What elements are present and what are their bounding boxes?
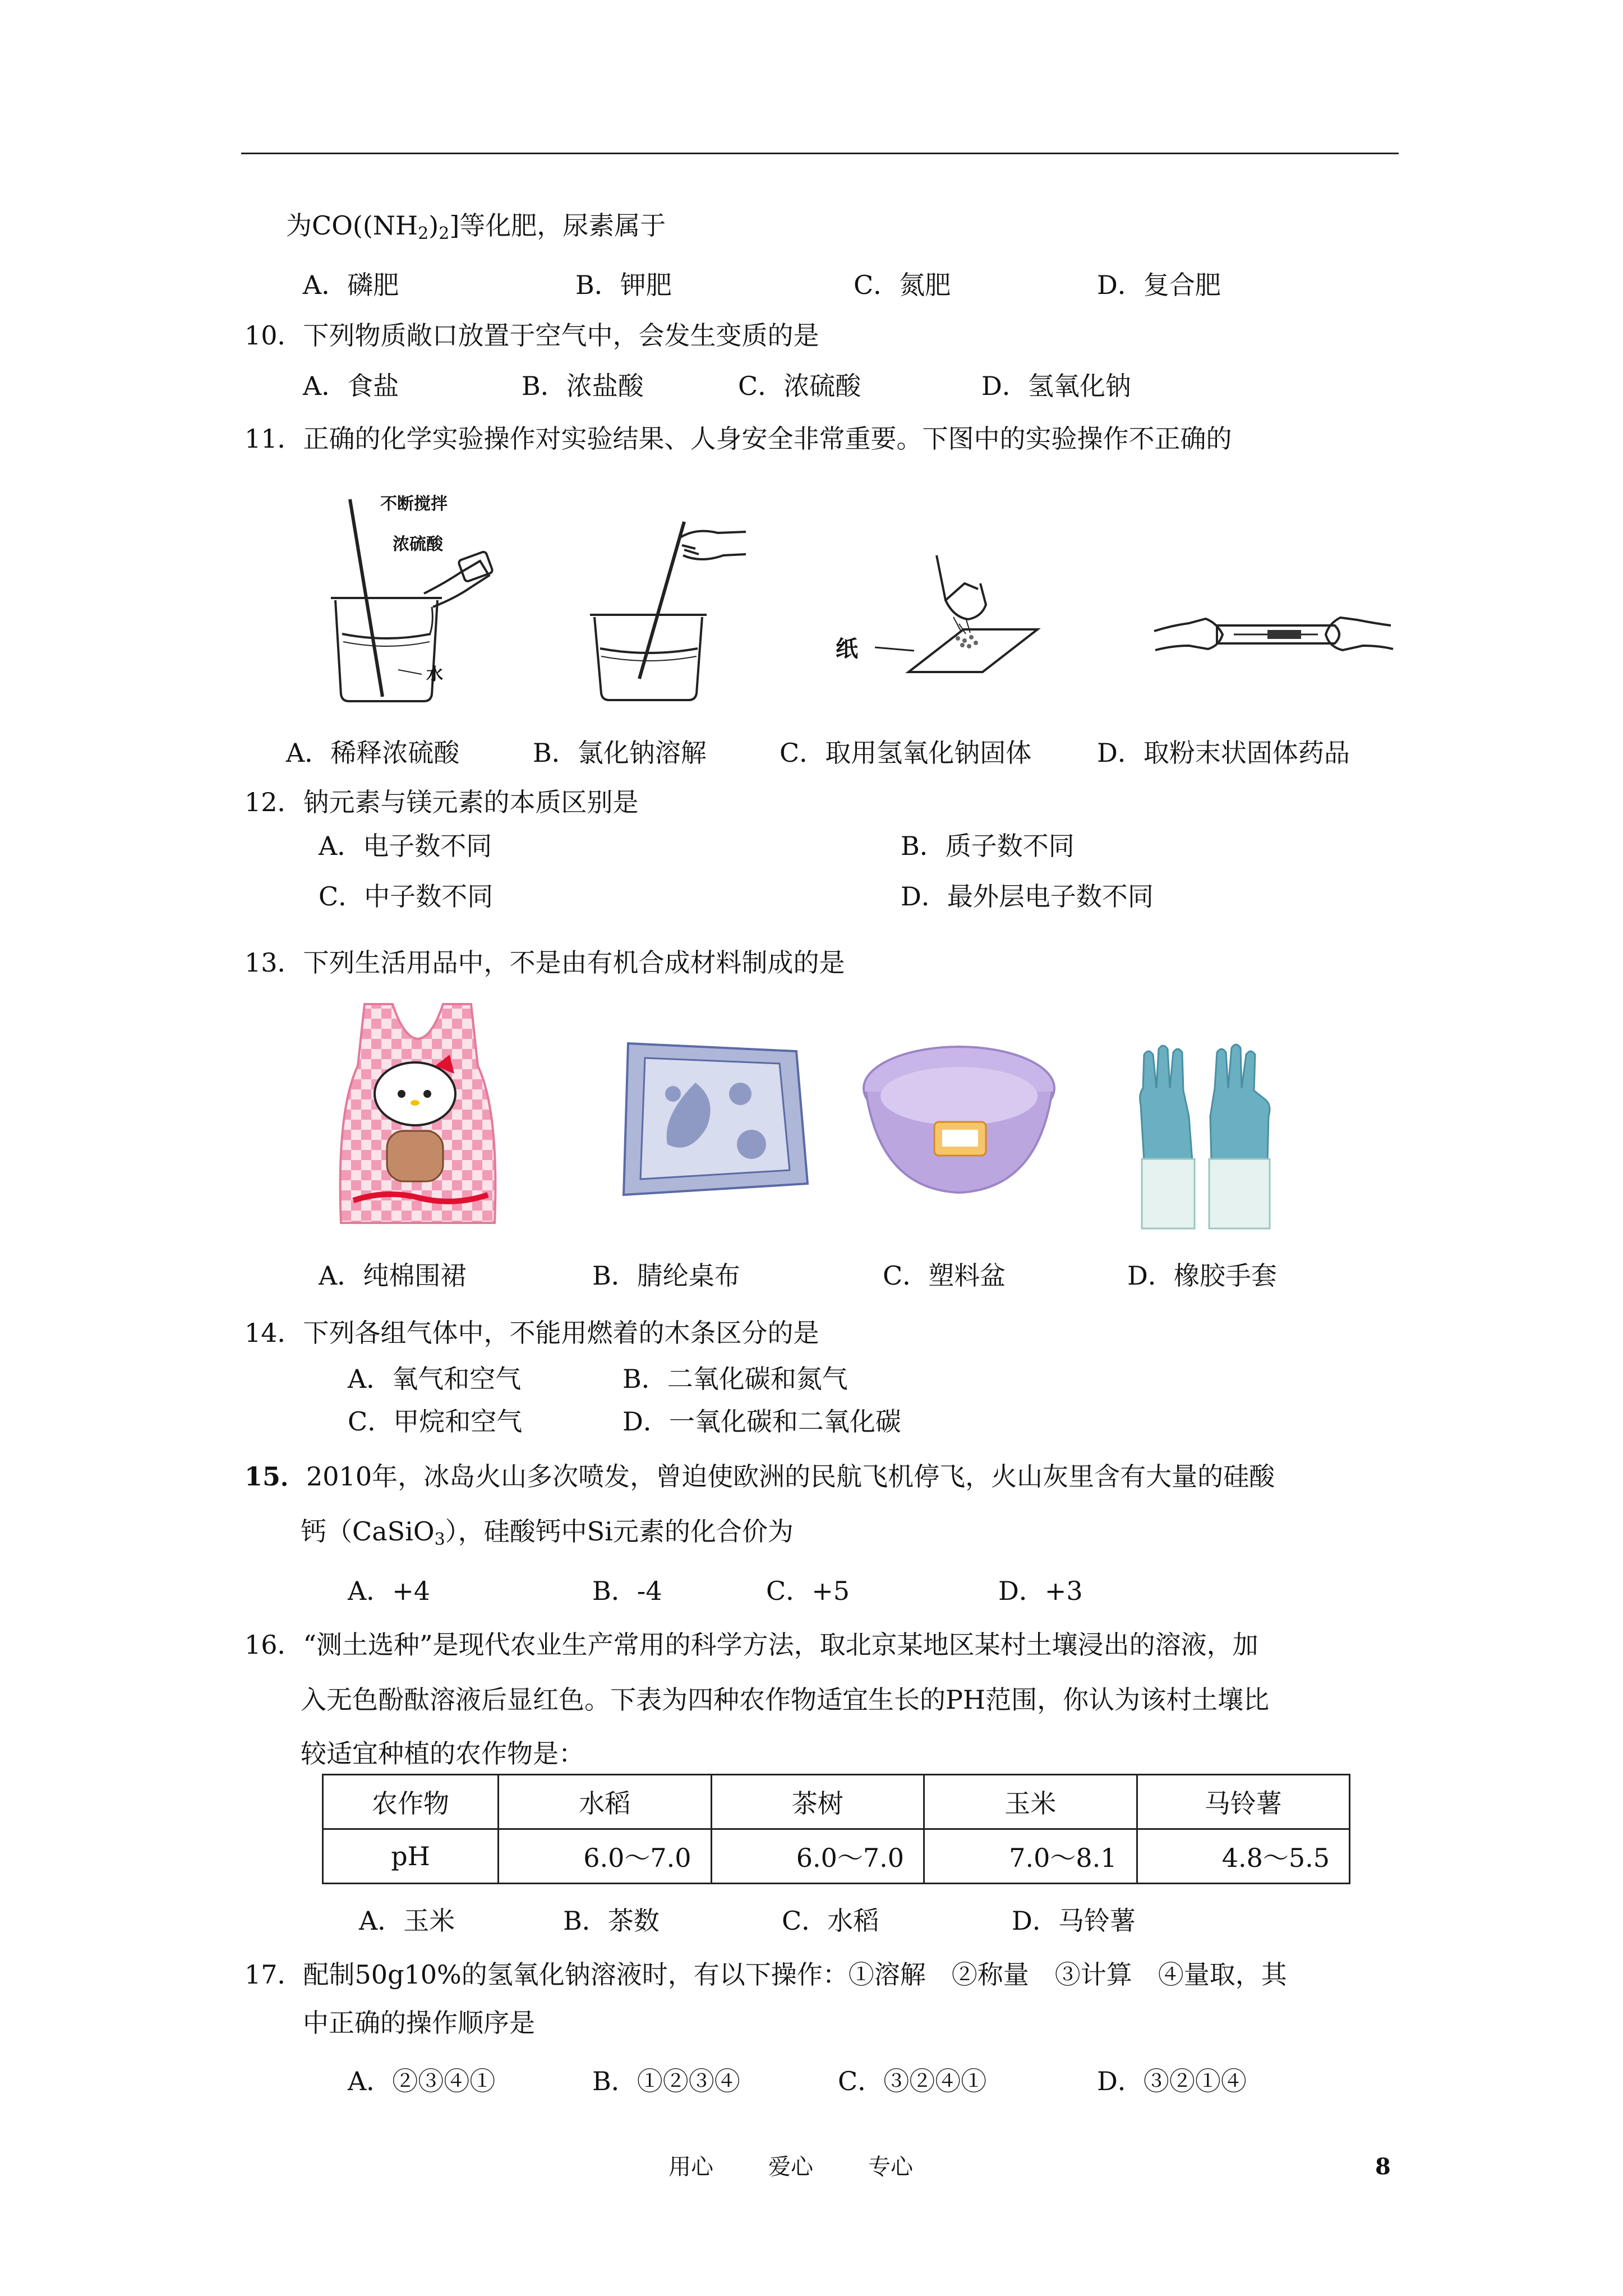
q12-option-b[interactable]: B．质子数不同 bbox=[901, 831, 1075, 861]
q15-option-b[interactable]: B．-4 bbox=[592, 1576, 662, 1606]
q10-option-a[interactable]: A．食盐 bbox=[303, 371, 399, 401]
q13-option-c[interactable]: C．塑料盆 bbox=[883, 1260, 1006, 1291]
q11-option-c[interactable]: C．取用氢氧化钠固体 bbox=[780, 738, 1032, 768]
q17-line2: 中正确的操作顺序是 bbox=[303, 2008, 535, 2038]
q15-option-d[interactable]: D．+3 bbox=[998, 1576, 1083, 1606]
page-number: 8 bbox=[1375, 2154, 1391, 2180]
table-header-cell: 马铃薯 bbox=[1137, 1775, 1350, 1829]
q14-option-a[interactable]: A．氧气和空气 bbox=[348, 1364, 522, 1394]
q13-option-d[interactable]: D．橡胶手套 bbox=[1127, 1260, 1277, 1291]
q15-line2: 钙（CaSiO$_3$），硅酸钙中Si元素的化合价为 bbox=[301, 1516, 794, 1549]
q13-option-a[interactable]: A．纯棉围裙 bbox=[319, 1260, 467, 1291]
label-paper: 纸 bbox=[836, 636, 858, 662]
q16-option-c[interactable]: C．水稻 bbox=[782, 1906, 879, 1936]
table-header-cell: 农作物 bbox=[323, 1775, 499, 1829]
table-header-cell: 茶树 bbox=[711, 1775, 924, 1829]
footer-item: 用心 bbox=[668, 2154, 713, 2180]
table-row bbox=[323, 1829, 1350, 1884]
q12-option-d[interactable]: D．最外层电子数不同 bbox=[901, 881, 1154, 912]
q9-option-c[interactable]: C．氮肥 bbox=[854, 270, 951, 300]
q16-line3: 较适宜种植的农作物是： bbox=[301, 1738, 584, 1769]
figure-plastic-basin bbox=[858, 1038, 1060, 1228]
q14-stem: 14．下列各组气体中，不能用燃着的木条区分的是 bbox=[245, 1318, 819, 1348]
figure-acrylic-tablecloth bbox=[611, 1032, 813, 1200]
label-water: 水 bbox=[426, 665, 443, 684]
figure-nacl-dissolve bbox=[583, 516, 751, 707]
q13-option-b[interactable]: B．腈纶桌布 bbox=[592, 1260, 740, 1291]
q9-stem-tail: 为$CO((NH_2)_2]$等化肥，尿素属于 bbox=[286, 210, 666, 243]
q15-option-a[interactable]: A．+4 bbox=[348, 1576, 431, 1606]
q10-option-b[interactable]: B．浓盐酸 bbox=[522, 371, 644, 401]
q16-line1: 16．“测土选种”是现代农业生产常用的科学方法，取北京某地区某村土壤浸出的溶液，加 bbox=[245, 1630, 1258, 1660]
q15-option-c[interactable]: C．+5 bbox=[766, 1576, 850, 1606]
figure-dilute-acid bbox=[314, 488, 494, 707]
q17-option-a[interactable]: A．②③④① bbox=[348, 2066, 496, 2096]
q17-option-d[interactable]: D．③②①④ bbox=[1097, 2066, 1247, 2096]
q10-stem: 10．下列物质敞口放置于空气中，会发生变质的是 bbox=[245, 320, 819, 351]
table-cell: 6.0～7.0 bbox=[711, 1829, 924, 1884]
table-cell: 4.8～5.5 bbox=[1137, 1829, 1350, 1884]
q15-line1: 15．2010年，冰岛火山多次喷发，曾迫使欧洲的民航飞机停飞，火山灰里含有大量的硅酸 bbox=[245, 1461, 1275, 1492]
q9-option-d[interactable]: D．复合肥 bbox=[1097, 270, 1221, 300]
q11-stem: 11．正确的化学实验操作对实验结果、人身安全非常重要。下图中的实验操作不正确的 bbox=[245, 424, 1232, 454]
footer-item: 爱心 bbox=[768, 2154, 813, 2180]
q10-option-d[interactable]: D．氢氧化钠 bbox=[981, 371, 1131, 401]
table-cell: 7.0～8.1 bbox=[924, 1829, 1137, 1884]
q17-option-c[interactable]: C．③②④① bbox=[838, 2066, 987, 2096]
q11-option-a[interactable]: A．稀释浓硫酸 bbox=[286, 738, 460, 768]
table-header-cell: 水稻 bbox=[499, 1775, 712, 1829]
q14-option-b[interactable]: B．二氧化碳和氮气 bbox=[623, 1364, 848, 1394]
footer-item: 专心 bbox=[868, 2154, 913, 2180]
q17-line1: 17．配制50g10%的氢氧化钠溶液时，有以下操作：①溶解 ②称量 ③计算 ④量取，其 bbox=[245, 1959, 1287, 1990]
q12-option-a[interactable]: A．电子数不同 bbox=[319, 831, 492, 861]
figure-naoh-paper bbox=[836, 550, 1043, 707]
q9-option-b[interactable]: B．钾肥 bbox=[575, 270, 672, 300]
q12-option-c[interactable]: C．中子数不同 bbox=[319, 881, 494, 912]
label-stir: 不断搅拌 bbox=[380, 494, 448, 514]
q16-option-d[interactable]: D．马铃薯 bbox=[1012, 1906, 1136, 1936]
q10-option-c[interactable]: C．浓硫酸 bbox=[738, 371, 861, 401]
header-rule bbox=[241, 153, 1399, 154]
q11-option-b[interactable]: B．氯化钠溶解 bbox=[533, 738, 707, 768]
q14-option-c[interactable]: C．甲烷和空气 bbox=[348, 1406, 523, 1437]
table-header-cell: 玉米 bbox=[924, 1775, 1137, 1829]
table-cell: pH bbox=[323, 1829, 499, 1884]
q13-stem: 13．下列生活用品中，不是由有机合成材料制成的是 bbox=[245, 947, 845, 978]
label-conc-acid: 浓硫酸 bbox=[393, 535, 443, 554]
crop-ph-table bbox=[322, 1774, 1350, 1884]
q12-stem: 12．钠元素与镁元素的本质区别是 bbox=[245, 787, 639, 817]
q16-option-a[interactable]: A．玉米 bbox=[359, 1906, 455, 1936]
q9-option-a[interactable]: A．磷肥 bbox=[303, 270, 399, 300]
figure-cotton-apron bbox=[331, 999, 505, 1228]
table-cell: 6.0～7.0 bbox=[499, 1829, 712, 1884]
q16-option-b[interactable]: B．茶数 bbox=[563, 1906, 660, 1936]
q17-option-b[interactable]: B．①②③④ bbox=[592, 2066, 740, 2096]
figure-rubber-gloves bbox=[1127, 1032, 1284, 1234]
q16-line2: 入无色酚酞溶液后显红色。下表为四种农作物适宜生长的PH范围，你认为该村土壤比 bbox=[301, 1685, 1270, 1715]
figure-powder-tube bbox=[1150, 592, 1396, 676]
table-row bbox=[323, 1775, 1350, 1829]
q14-option-d[interactable]: D．一氧化碳和二氧化碳 bbox=[623, 1406, 901, 1437]
q11-option-d[interactable]: D．取粉末状固体药品 bbox=[1097, 738, 1350, 768]
